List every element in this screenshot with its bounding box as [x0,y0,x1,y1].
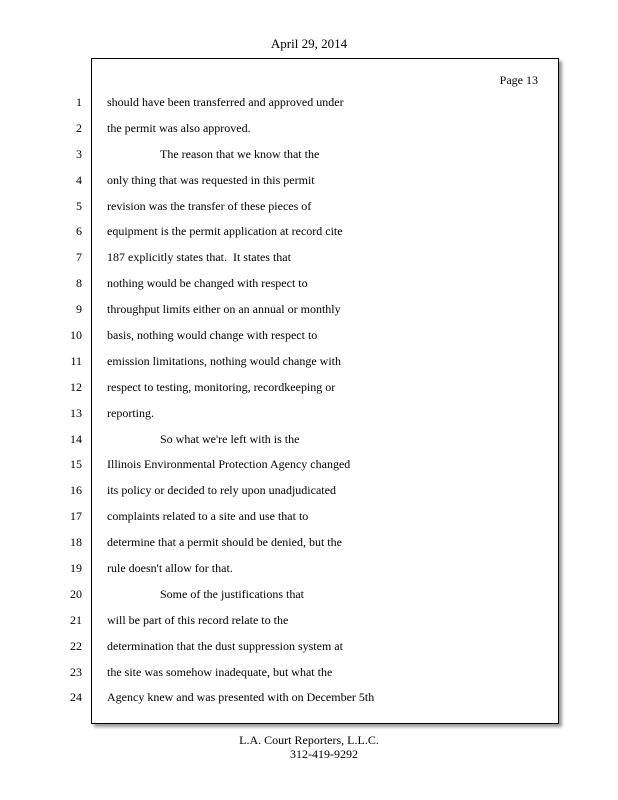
line-text: revision was the transfer of these pieces of [107,198,312,213]
line-number: 4 [76,172,82,187]
line-number: 16 [70,483,82,498]
transcript-line [0,378,618,404]
line-number: 2 [76,120,82,135]
transcript-line [0,430,618,456]
transcript-line [0,248,618,274]
court-reporter-phone: 312-419-9292 [290,747,358,761]
court-reporter-company: L.A. Court Reporters, L.L.C. [239,733,379,747]
line-text: the permit was also approved. [107,120,251,135]
line-text: will be part of this record relate to the [107,612,289,627]
line-number: 6 [76,224,82,239]
line-number: 18 [70,535,82,550]
line-text: determine that a permit should be denied, but the [107,535,342,550]
transcript-line [0,300,618,326]
line-number: 12 [70,379,82,394]
transcript-lines [0,93,618,714]
line-number: 9 [76,302,82,317]
line-number: 11 [70,353,82,368]
line-text: emission limitations, nothing would change with [107,353,341,368]
line-text: 187 explicitly states that. It states that [107,250,291,265]
line-text: only thing that was requested in this permit [107,172,315,187]
transcript-line [0,688,618,714]
line-number: 24 [70,690,82,705]
line-text: basis, nothing would change with respect to [107,328,318,343]
line-number: 17 [70,509,82,524]
line-number: 23 [70,664,82,679]
transcript-line [0,637,618,663]
line-text: Some of the justifications that [160,586,304,601]
transcript-line [0,119,618,145]
line-text: Agency knew and was presented with on December 5th [107,690,375,705]
line-text: The reason that we know that the [160,146,320,161]
line-number: 19 [70,561,82,576]
line-text: the site was somehow inadequate, but what the [107,664,333,679]
transcript-line [0,197,618,223]
transcript-line [0,507,618,533]
line-text: throughput limits either on an annual or monthly [107,302,341,317]
transcript-line [0,145,618,171]
transcript-line [0,222,618,248]
line-number: 22 [70,638,82,653]
transcript-line [0,326,618,352]
transcript-line [0,455,618,481]
page-number: Page 13 [499,73,538,87]
line-text: rule doesn't allow for that. [107,561,233,576]
transcript-line [0,481,618,507]
transcript-line [0,663,618,689]
transcript-line [0,585,618,611]
line-text: its policy or decided to rely upon unadjudicated [107,483,336,498]
line-number: 5 [76,198,82,213]
line-text: respect to testing, monitoring, recordkeeping or [107,379,336,394]
line-text: equipment is the permit application at record cite [107,224,343,239]
transcript-footer [0,733,618,761]
transcript-line [0,611,618,637]
line-text: complaints related to a site and use that to [107,509,309,524]
transcript-date: April 29, 2014 [270,36,348,51]
transcript-line [0,274,618,300]
line-number: 3 [76,146,82,161]
transcript-line [0,404,618,430]
line-number: 15 [70,457,82,472]
line-number: 20 [70,586,82,601]
line-number: 7 [76,250,82,265]
transcript-line [0,559,618,585]
line-text: Illinois Environmental Protection Agency changed [107,457,351,472]
line-number: 14 [70,431,82,446]
transcript-line [0,93,618,119]
line-number: 1 [76,95,82,109]
transcript-line [0,352,618,378]
line-number: 13 [70,405,82,420]
line-number: 21 [70,612,82,627]
transcript-line [0,533,618,559]
transcript-line [0,171,618,197]
line-text: determination that the dust suppression system at [107,638,343,653]
line-text: So what we're left with is the [160,431,300,446]
line-number: 8 [76,276,82,291]
line-number: 10 [70,328,82,343]
line-text: should have been transferred and approved under [107,95,344,109]
line-text: nothing would be changed with respect to [107,276,308,291]
line-text: reporting. [107,405,154,420]
